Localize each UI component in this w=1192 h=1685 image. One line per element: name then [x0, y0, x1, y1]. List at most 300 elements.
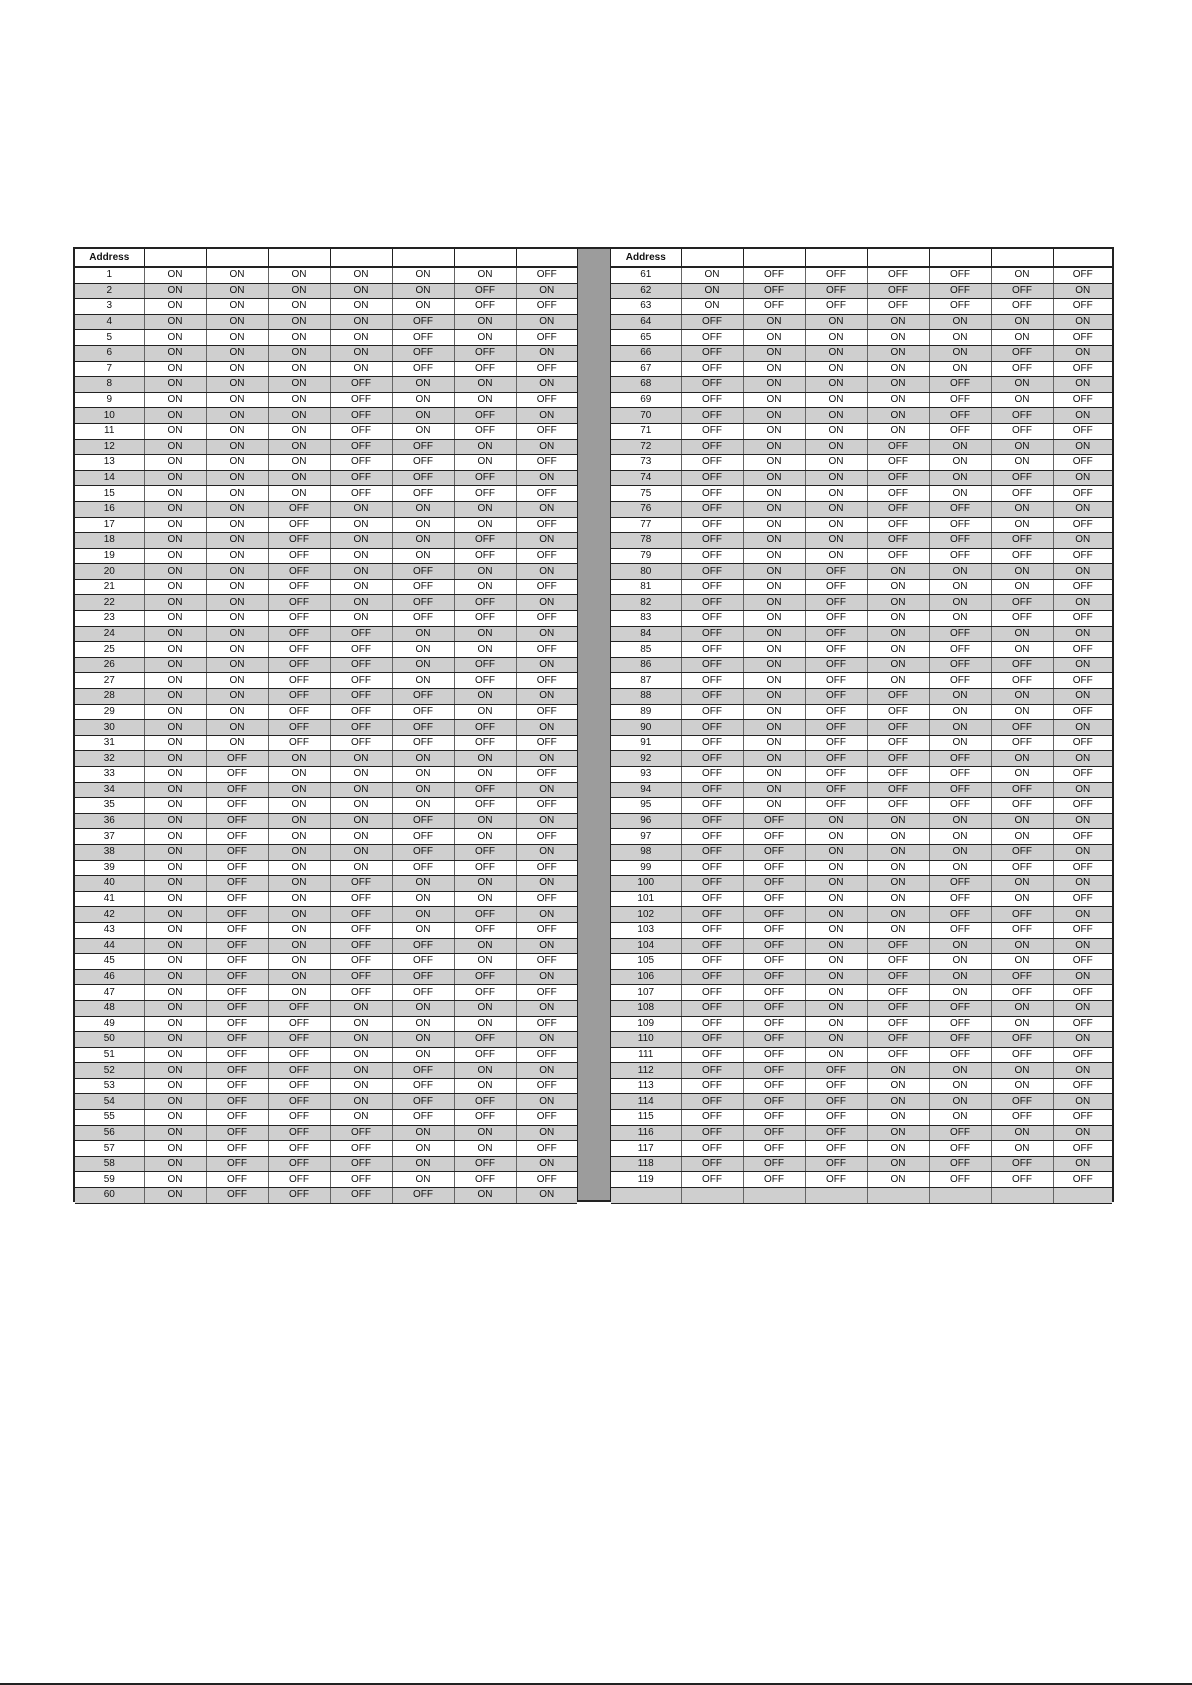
switch-state-cell: OFF — [681, 377, 743, 393]
switch-state-cell: OFF — [330, 470, 392, 486]
switch-state-cell: ON — [867, 314, 929, 330]
switch-state-cell: ON — [516, 907, 577, 923]
switch-state-cell: OFF — [392, 595, 454, 611]
switch-state-cell: OFF — [929, 283, 991, 299]
switch-state-cell: OFF — [454, 735, 516, 751]
switch-state-cell: OFF — [805, 1125, 867, 1141]
switch-state-cell: OFF — [991, 657, 1053, 673]
table-row — [611, 408, 1112, 424]
switch-state-cell: OFF — [330, 954, 392, 970]
switch-state-cell: ON — [743, 377, 805, 393]
switch-state-cell: ON — [991, 1063, 1053, 1079]
switch-state-cell: OFF — [392, 486, 454, 502]
switch-state-cell: OFF — [929, 907, 991, 923]
switch-state-cell: ON — [991, 642, 1053, 658]
switch-state-cell: ON — [268, 486, 330, 502]
switch-state-cell: ON — [867, 1156, 929, 1172]
switch-state-cell: ON — [206, 533, 268, 549]
switch-state-cell: OFF — [991, 1047, 1053, 1063]
address-cell: 77 — [611, 517, 681, 533]
switch-state-cell: ON — [206, 392, 268, 408]
switch-state-cell: OFF — [392, 470, 454, 486]
switch-state-cell: OFF — [1053, 673, 1112, 689]
switch-state-cell: ON — [454, 1188, 516, 1204]
switch-state-cell: ON — [268, 969, 330, 985]
switch-state-cell: OFF — [805, 1094, 867, 1110]
switch-state-cell: OFF — [681, 611, 743, 627]
table-row — [611, 314, 1112, 330]
switch-state-cell: ON — [268, 314, 330, 330]
switch-state-cell: OFF — [867, 782, 929, 798]
switch-state-cell: ON — [206, 689, 268, 705]
switch-state-cell: OFF — [991, 548, 1053, 564]
switch-state-cell: OFF — [1053, 1141, 1112, 1157]
switch-state-cell: ON — [144, 501, 206, 517]
switch-state-cell: ON — [268, 891, 330, 907]
switch-state-cell: OFF — [1053, 486, 1112, 502]
switch-state-cell: OFF — [330, 891, 392, 907]
switch-state-cell: ON — [1053, 501, 1112, 517]
switch-state-cell: ON — [454, 1125, 516, 1141]
table-row — [75, 829, 577, 845]
switch-header — [867, 249, 929, 267]
switch-state-cell: ON — [805, 330, 867, 346]
switch-state-cell: OFF — [206, 844, 268, 860]
header-row — [75, 249, 577, 267]
switch-state-cell: ON — [805, 829, 867, 845]
table-row — [75, 1141, 577, 1157]
switch-state-cell: OFF — [1053, 548, 1112, 564]
switch-state-cell: OFF — [1053, 954, 1112, 970]
switch-state-cell: OFF — [1053, 642, 1112, 658]
switch-state-cell: OFF — [743, 938, 805, 954]
switch-state-cell: OFF — [392, 704, 454, 720]
switch-state-cell: ON — [805, 891, 867, 907]
switch-state-cell: OFF — [805, 673, 867, 689]
switch-state-cell: OFF — [929, 1156, 991, 1172]
switch-state-cell: OFF — [454, 985, 516, 1001]
switch-state-cell: OFF — [206, 891, 268, 907]
switch-state-cell: ON — [454, 767, 516, 783]
switch-state-cell: ON — [743, 501, 805, 517]
switch-state-cell: OFF — [454, 408, 516, 424]
switch-state-cell: ON — [743, 579, 805, 595]
switch-state-cell: ON — [743, 408, 805, 424]
switch-state-cell: ON — [929, 564, 991, 580]
switch-state-cell: ON — [991, 314, 1053, 330]
switch-state-cell: OFF — [743, 1078, 805, 1094]
empty-cell — [743, 1188, 805, 1204]
switch-state-cell: ON — [929, 595, 991, 611]
switch-state-cell: ON — [1053, 689, 1112, 705]
switch-state-cell: OFF — [392, 829, 454, 845]
switch-state-cell: OFF — [991, 345, 1053, 361]
switch-state-cell: OFF — [516, 798, 577, 814]
switch-state-cell: OFF — [392, 735, 454, 751]
switch-state-cell: OFF — [516, 392, 577, 408]
table-row — [611, 299, 1112, 315]
switch-state-cell: ON — [805, 844, 867, 860]
switch-state-cell: OFF — [392, 985, 454, 1001]
address-cell: 106 — [611, 969, 681, 985]
switch-header — [330, 249, 392, 267]
switch-state-cell: OFF — [268, 517, 330, 533]
switch-state-cell: ON — [929, 829, 991, 845]
switch-state-cell: ON — [392, 673, 454, 689]
switch-state-cell: ON — [392, 907, 454, 923]
address-cell: 82 — [611, 595, 681, 611]
switch-state-cell: ON — [867, 1110, 929, 1126]
address-cell: 102 — [611, 907, 681, 923]
switch-state-cell: OFF — [743, 1125, 805, 1141]
switch-state-cell: OFF — [743, 1156, 805, 1172]
switch-state-cell: ON — [392, 751, 454, 767]
switch-state-cell: OFF — [330, 689, 392, 705]
switch-state-cell: OFF — [392, 860, 454, 876]
table-row — [611, 611, 1112, 627]
address-cell: 112 — [611, 1063, 681, 1079]
switch-state-cell: OFF — [929, 267, 991, 283]
switch-state-cell: OFF — [454, 595, 516, 611]
switch-state-cell: OFF — [516, 423, 577, 439]
table-row — [75, 330, 577, 346]
switch-state-cell: ON — [1053, 564, 1112, 580]
switch-state-cell: ON — [929, 1110, 991, 1126]
switch-state-cell: ON — [268, 392, 330, 408]
address-cell: 111 — [611, 1047, 681, 1063]
switch-state-cell: ON — [1053, 595, 1112, 611]
switch-state-cell: ON — [330, 564, 392, 580]
switch-state-cell: OFF — [991, 470, 1053, 486]
address-cell: 38 — [75, 844, 144, 860]
table-row — [75, 1094, 577, 1110]
switch-state-cell: OFF — [1053, 798, 1112, 814]
switch-state-cell: OFF — [268, 1172, 330, 1188]
switch-state-cell: ON — [1053, 938, 1112, 954]
switch-state-cell: ON — [454, 392, 516, 408]
switch-state-cell: OFF — [991, 361, 1053, 377]
switch-state-cell: ON — [144, 579, 206, 595]
switch-state-cell: OFF — [454, 782, 516, 798]
switch-state-cell: ON — [144, 1016, 206, 1032]
switch-state-cell: ON — [867, 891, 929, 907]
switch-state-cell: OFF — [206, 1063, 268, 1079]
switch-state-cell: ON — [206, 611, 268, 627]
switch-state-cell: OFF — [1053, 267, 1112, 283]
address-cell: 52 — [75, 1063, 144, 1079]
table-row — [611, 595, 1112, 611]
switch-state-cell: OFF — [867, 299, 929, 315]
switch-state-cell: OFF — [991, 985, 1053, 1001]
switch-state-cell: ON — [743, 704, 805, 720]
switch-state-cell: OFF — [867, 954, 929, 970]
switch-state-cell: ON — [743, 517, 805, 533]
address-cell: 81 — [611, 579, 681, 595]
switch-state-cell: OFF — [867, 985, 929, 1001]
switch-state-cell: OFF — [1053, 1172, 1112, 1188]
address-cell: 115 — [611, 1110, 681, 1126]
switch-header — [206, 249, 268, 267]
switch-state-cell: ON — [929, 813, 991, 829]
address-cell: 24 — [75, 626, 144, 642]
switch-state-cell: ON — [867, 408, 929, 424]
switch-state-cell: ON — [867, 844, 929, 860]
switch-state-cell: OFF — [991, 798, 1053, 814]
switch-state-cell: ON — [206, 595, 268, 611]
table-row — [611, 267, 1112, 283]
switch-state-cell: OFF — [392, 1094, 454, 1110]
switch-state-cell: ON — [991, 455, 1053, 471]
switch-state-cell: OFF — [681, 470, 743, 486]
address-cell: 92 — [611, 751, 681, 767]
switch-state-cell: ON — [867, 1094, 929, 1110]
switch-state-cell: ON — [454, 314, 516, 330]
switch-state-cell: ON — [330, 283, 392, 299]
switch-state-cell: OFF — [743, 1047, 805, 1063]
switch-state-cell: ON — [144, 1125, 206, 1141]
switch-state-cell: OFF — [330, 377, 392, 393]
switch-state-cell: ON — [1053, 408, 1112, 424]
switch-state-cell: OFF — [867, 689, 929, 705]
table-row — [75, 704, 577, 720]
address-cell: 53 — [75, 1078, 144, 1094]
switch-state-cell: OFF — [516, 267, 577, 283]
table-row — [611, 392, 1112, 408]
switch-state-cell: OFF — [516, 985, 577, 1001]
switch-state-cell: OFF — [681, 689, 743, 705]
switch-state-cell: OFF — [516, 860, 577, 876]
switch-state-cell: OFF — [392, 455, 454, 471]
switch-state-cell: OFF — [516, 1078, 577, 1094]
switch-state-cell: ON — [454, 1016, 516, 1032]
switch-state-cell: ON — [144, 283, 206, 299]
switch-state-cell: OFF — [681, 392, 743, 408]
table-row — [611, 345, 1112, 361]
switch-state-cell: ON — [805, 392, 867, 408]
switch-state-cell: ON — [330, 1063, 392, 1079]
table-row — [75, 907, 577, 923]
empty-cell — [611, 1188, 681, 1204]
address-cell: 90 — [611, 720, 681, 736]
switch-state-cell: OFF — [268, 689, 330, 705]
switch-state-cell: OFF — [867, 1016, 929, 1032]
switch-state-cell: ON — [516, 844, 577, 860]
table-row — [75, 626, 577, 642]
table-row — [75, 673, 577, 689]
switch-state-cell: OFF — [330, 392, 392, 408]
switch-header — [516, 249, 577, 267]
switch-state-cell: OFF — [681, 704, 743, 720]
empty-cell — [1053, 1188, 1112, 1204]
switch-state-cell: ON — [144, 470, 206, 486]
address-cell: 89 — [611, 704, 681, 720]
switch-state-cell: OFF — [206, 751, 268, 767]
switch-state-cell: OFF — [330, 423, 392, 439]
switch-state-cell: ON — [268, 470, 330, 486]
address-cell: 9 — [75, 392, 144, 408]
switch-state-cell: ON — [516, 533, 577, 549]
switch-state-cell: ON — [268, 907, 330, 923]
switch-state-cell: ON — [144, 720, 206, 736]
table-row — [75, 969, 577, 985]
switch-state-cell: ON — [144, 423, 206, 439]
switch-state-cell: ON — [144, 611, 206, 627]
switch-state-cell: OFF — [867, 455, 929, 471]
switch-state-cell: OFF — [392, 1188, 454, 1204]
switch-state-cell: OFF — [743, 283, 805, 299]
switch-state-cell: ON — [268, 938, 330, 954]
table-divider — [577, 249, 611, 1200]
switch-state-cell: ON — [805, 1000, 867, 1016]
switch-state-cell: OFF — [454, 611, 516, 627]
switch-state-cell: ON — [867, 876, 929, 892]
table-row — [611, 1078, 1112, 1094]
switch-state-cell: ON — [516, 969, 577, 985]
switch-state-cell: OFF — [392, 813, 454, 829]
switch-state-cell: OFF — [681, 595, 743, 611]
switch-state-cell: OFF — [454, 1094, 516, 1110]
switch-state-cell: OFF — [392, 564, 454, 580]
table-row — [75, 1172, 577, 1188]
switch-state-cell: OFF — [805, 283, 867, 299]
switch-state-cell: ON — [392, 767, 454, 783]
switch-state-cell: ON — [144, 564, 206, 580]
switch-state-cell: OFF — [867, 704, 929, 720]
switch-state-cell: ON — [743, 798, 805, 814]
switch-state-cell: ON — [392, 642, 454, 658]
switch-state-cell: OFF — [330, 1156, 392, 1172]
switch-state-cell: ON — [144, 689, 206, 705]
switch-state-cell: OFF — [805, 720, 867, 736]
table-row — [611, 1172, 1112, 1188]
switch-state-cell: OFF — [743, 299, 805, 315]
switch-state-cell: ON — [929, 361, 991, 377]
switch-state-cell: ON — [268, 283, 330, 299]
switch-state-cell: OFF — [454, 1047, 516, 1063]
switch-state-cell: ON — [144, 1172, 206, 1188]
switch-state-cell: OFF — [991, 720, 1053, 736]
switch-state-cell: ON — [454, 891, 516, 907]
switch-state-cell: OFF — [681, 533, 743, 549]
switch-state-cell: OFF — [330, 486, 392, 502]
switch-state-cell: ON — [330, 798, 392, 814]
switch-state-cell: ON — [144, 798, 206, 814]
switch-state-cell: OFF — [929, 1016, 991, 1032]
switch-state-cell: OFF — [681, 564, 743, 580]
switch-state-cell: ON — [206, 626, 268, 642]
switch-state-cell: ON — [867, 860, 929, 876]
switch-state-cell: OFF — [1053, 299, 1112, 315]
switch-state-cell: OFF — [516, 579, 577, 595]
switch-state-cell: ON — [330, 844, 392, 860]
switch-state-cell: ON — [206, 720, 268, 736]
table-row — [611, 1094, 1112, 1110]
switch-state-cell: ON — [867, 642, 929, 658]
switch-state-cell: ON — [144, 938, 206, 954]
switch-state-cell: OFF — [867, 938, 929, 954]
switch-state-cell: ON — [1053, 439, 1112, 455]
address-cell: 100 — [611, 876, 681, 892]
switch-state-cell: ON — [929, 611, 991, 627]
switch-state-cell: ON — [681, 283, 743, 299]
switch-state-cell: ON — [743, 642, 805, 658]
switch-state-cell: ON — [144, 876, 206, 892]
switch-state-cell: ON — [144, 533, 206, 549]
address-cell: 85 — [611, 642, 681, 658]
address-cell: 108 — [611, 1000, 681, 1016]
table-row — [75, 1063, 577, 1079]
address-cell: 2 — [75, 283, 144, 299]
switch-state-cell: ON — [1053, 907, 1112, 923]
address-cell: 51 — [75, 1047, 144, 1063]
switch-state-cell: ON — [392, 517, 454, 533]
switch-header — [144, 249, 206, 267]
address-cell: 97 — [611, 829, 681, 845]
switch-state-cell: ON — [991, 626, 1053, 642]
switch-state-cell: OFF — [867, 548, 929, 564]
switch-state-cell: OFF — [268, 548, 330, 564]
switch-state-cell: OFF — [867, 969, 929, 985]
table-row — [75, 533, 577, 549]
switch-state-cell: OFF — [929, 1141, 991, 1157]
switch-state-cell: OFF — [454, 345, 516, 361]
address-cell: 23 — [75, 611, 144, 627]
switch-state-cell: ON — [330, 517, 392, 533]
table-row — [75, 361, 577, 377]
switch-state-cell: OFF — [392, 330, 454, 346]
address-cell: 103 — [611, 922, 681, 938]
switch-state-cell: ON — [516, 1156, 577, 1172]
switch-state-cell: ON — [144, 1156, 206, 1172]
switch-state-cell: ON — [454, 642, 516, 658]
switch-state-cell: OFF — [867, 798, 929, 814]
address-cell: 30 — [75, 720, 144, 736]
address-cell: 63 — [611, 299, 681, 315]
address-cell: 26 — [75, 657, 144, 673]
switch-state-cell: OFF — [206, 1156, 268, 1172]
switch-state-cell: ON — [144, 361, 206, 377]
switch-state-cell: OFF — [991, 423, 1053, 439]
table-row — [611, 470, 1112, 486]
switch-state-cell: OFF — [681, 860, 743, 876]
switch-state-cell: ON — [867, 657, 929, 673]
empty-cell — [929, 1188, 991, 1204]
switch-state-cell: ON — [454, 501, 516, 517]
switch-state-cell: OFF — [268, 704, 330, 720]
switch-state-cell: OFF — [330, 1172, 392, 1188]
address-cell: 22 — [75, 595, 144, 611]
switch-state-cell: OFF — [681, 969, 743, 985]
switch-state-cell: ON — [1053, 345, 1112, 361]
switch-state-cell: ON — [516, 1125, 577, 1141]
switch-state-cell: ON — [330, 548, 392, 564]
switch-state-cell: OFF — [206, 954, 268, 970]
switch-state-cell: ON — [805, 377, 867, 393]
switch-state-cell: OFF — [1053, 517, 1112, 533]
switch-state-cell: ON — [144, 922, 206, 938]
switch-state-cell: OFF — [867, 283, 929, 299]
switch-state-cell: OFF — [681, 1156, 743, 1172]
switch-state-cell: OFF — [867, 720, 929, 736]
switch-state-cell: OFF — [743, 876, 805, 892]
switch-state-cell: ON — [1053, 813, 1112, 829]
address-cell: 99 — [611, 860, 681, 876]
switch-state-cell: ON — [206, 314, 268, 330]
switch-state-cell: ON — [206, 704, 268, 720]
switch-state-cell: OFF — [454, 907, 516, 923]
switch-state-cell: ON — [454, 954, 516, 970]
switch-state-cell: ON — [867, 1172, 929, 1188]
